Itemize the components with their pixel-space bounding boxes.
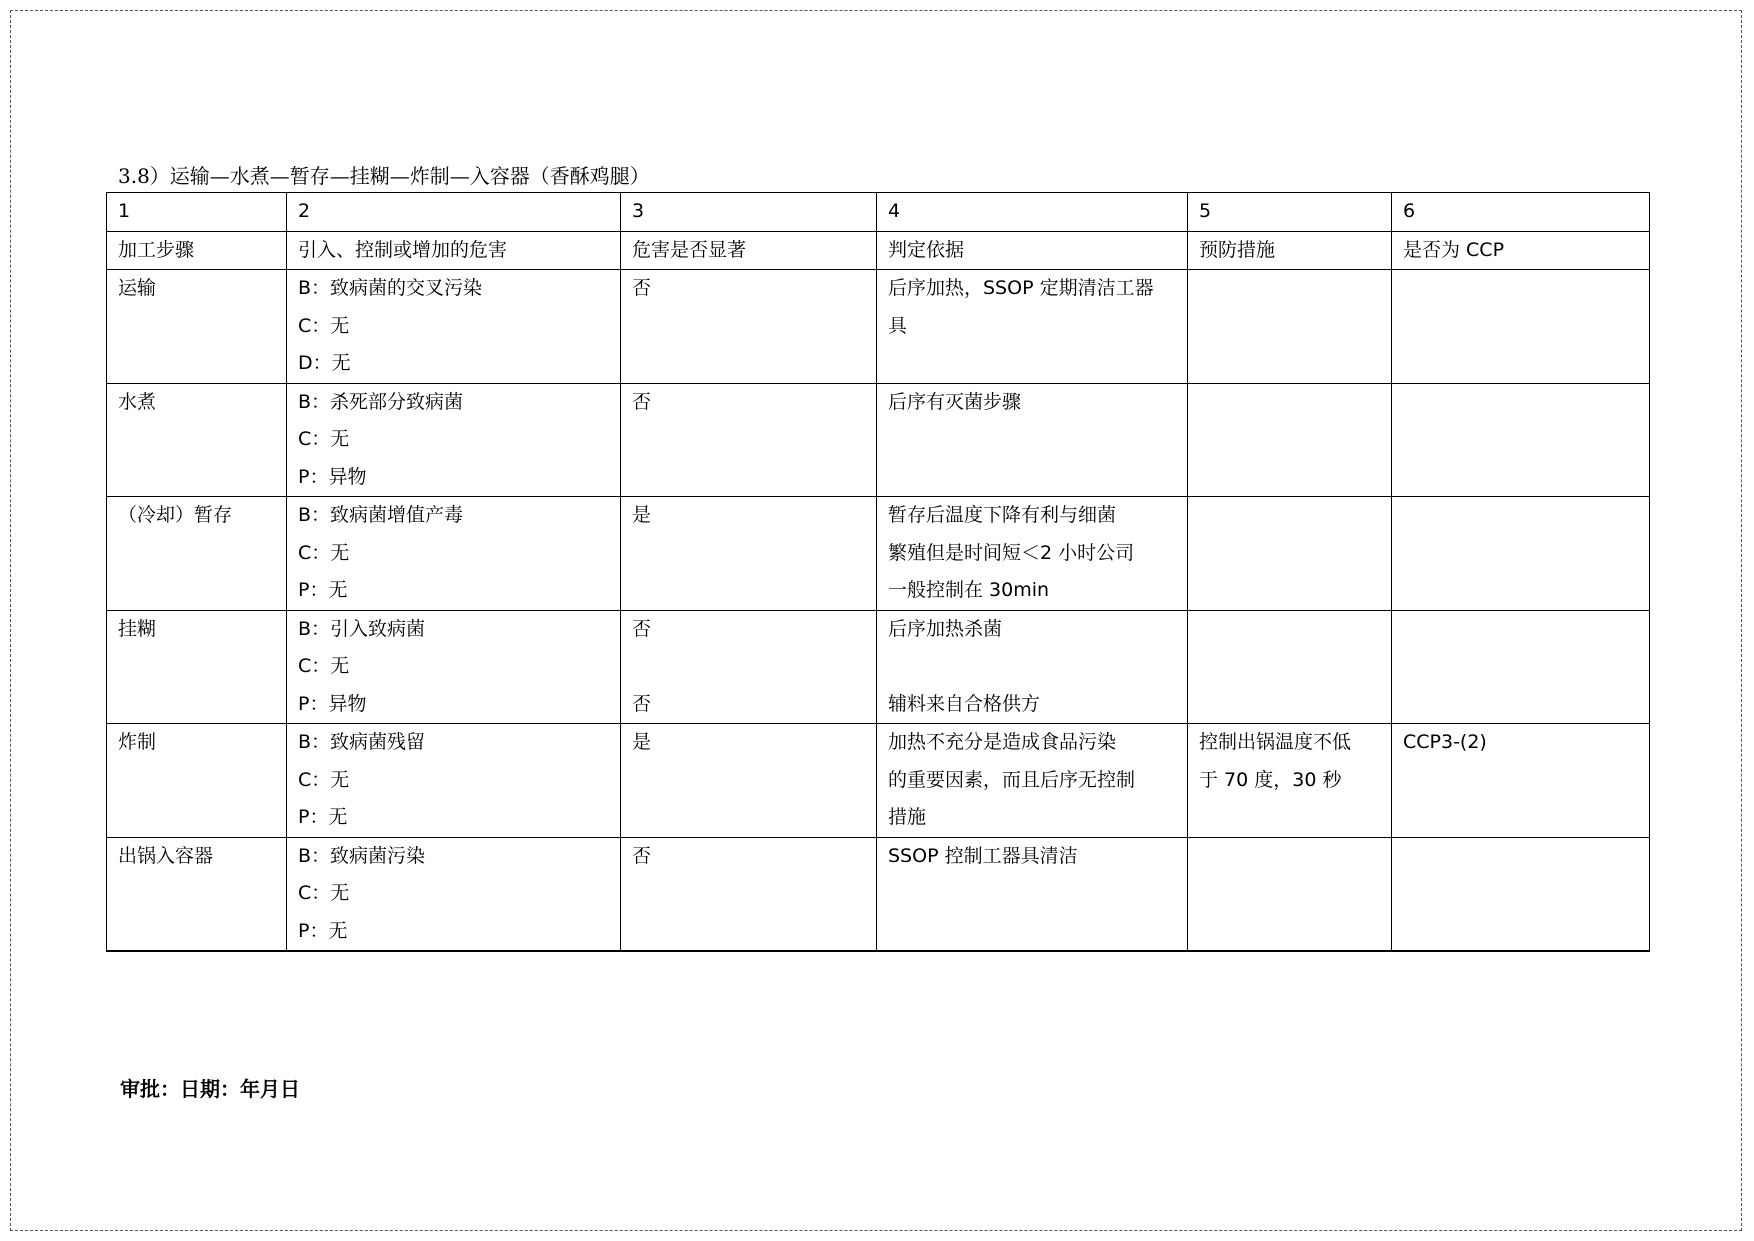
column-number-row — [107, 193, 1650, 232]
column-number-cell: 5 — [1188, 193, 1392, 232]
hazard-line: P：无 — [298, 806, 348, 828]
blank-line — [888, 648, 1187, 686]
column-number-cell: 3 — [621, 193, 877, 232]
significance-value: 否 — [632, 277, 652, 299]
basis-line: 暂存后温度下降有利与细菌 — [888, 504, 1117, 526]
significance-cell — [621, 497, 877, 611]
hazards-cell — [287, 724, 621, 838]
significance-cell — [621, 837, 877, 951]
hazards-cell — [287, 497, 621, 611]
hazard-line: C：无 — [298, 428, 350, 450]
table-row — [107, 724, 1650, 838]
column-number-cell: 6 — [1392, 193, 1650, 232]
header-is-ccp: 是否为 CCP — [1392, 231, 1650, 270]
hazards-cell — [287, 837, 621, 951]
column-number-cell: 2 — [287, 193, 621, 232]
step-cell — [107, 837, 287, 951]
basis-cell — [877, 383, 1188, 497]
header-basis: 判定依据 — [877, 231, 1188, 270]
ccp-cell — [1392, 497, 1650, 611]
step-cell — [107, 270, 287, 384]
hazard-line: B：致病菌残留 — [298, 731, 426, 753]
hazard-line: P：无 — [298, 919, 348, 942]
significance-cell — [621, 383, 877, 497]
basis-cell — [877, 837, 1188, 951]
significance-value: 否 — [632, 617, 652, 640]
column-number-cell: 1 — [107, 193, 287, 232]
hazard-line: B：致病菌的交叉污染 — [298, 277, 483, 299]
measures-cell — [1188, 610, 1392, 724]
significance-cell — [621, 724, 877, 838]
table-row — [107, 610, 1650, 724]
header-processing-step: 加工步骤 — [107, 231, 287, 270]
basis-line: 措施 — [888, 806, 927, 828]
hazard-line: B：杀死部分致病菌 — [298, 390, 464, 413]
document-title: 3.8）运输—水煮—暂存—挂糊—炸制—入容器（香酥鸡腿） — [118, 164, 650, 188]
hazard-line: B：致病菌增值产毒 — [298, 504, 464, 526]
ccp-value: CCP3-(2) — [1403, 731, 1487, 753]
measures-cell — [1188, 270, 1392, 384]
step-cell — [107, 383, 287, 497]
basis-line: 后序加热杀菌 — [888, 617, 1003, 640]
hazard-line: P：异物 — [298, 465, 367, 488]
significance-value: 否 — [632, 692, 652, 715]
hazard-line: B：引入致病菌 — [298, 617, 426, 640]
significance-value: 是 — [632, 731, 652, 753]
table-row — [107, 270, 1650, 384]
table-row — [107, 383, 1650, 497]
step-label: 出锅入容器 — [118, 844, 214, 867]
ccp-cell — [1392, 383, 1650, 497]
measures-cell — [1188, 837, 1392, 951]
basis-line: 一般控制在 30min — [888, 579, 1050, 601]
hazard-line: P：异物 — [298, 692, 367, 715]
ccp-cell — [1392, 270, 1650, 384]
column-number-cell: 4 — [877, 193, 1188, 232]
significance-cell — [621, 610, 877, 724]
measure-line: 控制出锅温度不低 — [1199, 731, 1352, 753]
hazard-analysis-table — [106, 192, 1650, 952]
basis-cell — [877, 497, 1188, 611]
basis-line: 辅料来自合格供方 — [888, 692, 1041, 715]
table-row — [107, 837, 1650, 951]
hazard-line: C：无 — [298, 882, 350, 904]
ccp-cell — [1392, 610, 1650, 724]
hazard-line: C：无 — [298, 541, 350, 564]
step-label: （冷却）暂存 — [118, 504, 233, 526]
significance-value: 是 — [632, 504, 652, 526]
ccp-cell — [1392, 724, 1650, 838]
basis-line: SSOP 控制工器具清洁 — [888, 844, 1078, 867]
basis-cell — [877, 724, 1188, 838]
basis-cell — [877, 270, 1188, 384]
step-cell — [107, 724, 287, 838]
hazard-line: C：无 — [298, 768, 350, 791]
ccp-cell — [1392, 837, 1650, 951]
blank-line — [632, 648, 876, 686]
significance-value: 否 — [632, 844, 652, 867]
measures-cell — [1188, 497, 1392, 611]
basis-line: 具 — [888, 314, 908, 337]
hazards-cell — [287, 270, 621, 384]
header-significance: 危害是否显著 — [621, 231, 877, 270]
step-label: 炸制 — [118, 731, 157, 753]
hazard-line: P：无 — [298, 579, 348, 601]
basis-line: 后序加热，SSOP 定期清洁工器 — [888, 277, 1154, 299]
hazard-line: D：无 — [298, 352, 351, 374]
hazard-line: C：无 — [298, 655, 350, 677]
step-cell — [107, 497, 287, 611]
basis-line: 后序有灭菌步骤 — [888, 390, 1022, 413]
hazard-line: C：无 — [298, 314, 350, 337]
step-label: 挂糊 — [118, 617, 157, 640]
hazard-line: B：致病菌污染 — [298, 844, 426, 867]
basis-line: 的重要因素，而且后序无控制 — [888, 768, 1136, 791]
hazards-cell — [287, 610, 621, 724]
approval-line: 审批：日期：年月日 — [120, 1077, 300, 1101]
significance-value: 否 — [632, 390, 652, 413]
step-cell — [107, 610, 287, 724]
measure-line: 于 70 度，30 秒 — [1199, 768, 1342, 791]
basis-line: 繁殖但是时间短＜2 小时公司 — [888, 541, 1135, 564]
step-label: 运输 — [118, 277, 157, 299]
step-label: 水煮 — [118, 390, 157, 413]
basis-line: 加热不充分是造成食品污染 — [888, 731, 1117, 753]
hazards-cell — [287, 383, 621, 497]
basis-cell — [877, 610, 1188, 724]
column-header-row — [107, 231, 1650, 270]
measures-cell — [1188, 383, 1392, 497]
table-row — [107, 497, 1650, 611]
header-hazards: 引入、控制或增加的危害 — [287, 231, 621, 270]
measures-cell — [1188, 724, 1392, 838]
significance-cell — [621, 270, 877, 384]
header-preventive-measures: 预防措施 — [1188, 231, 1392, 270]
